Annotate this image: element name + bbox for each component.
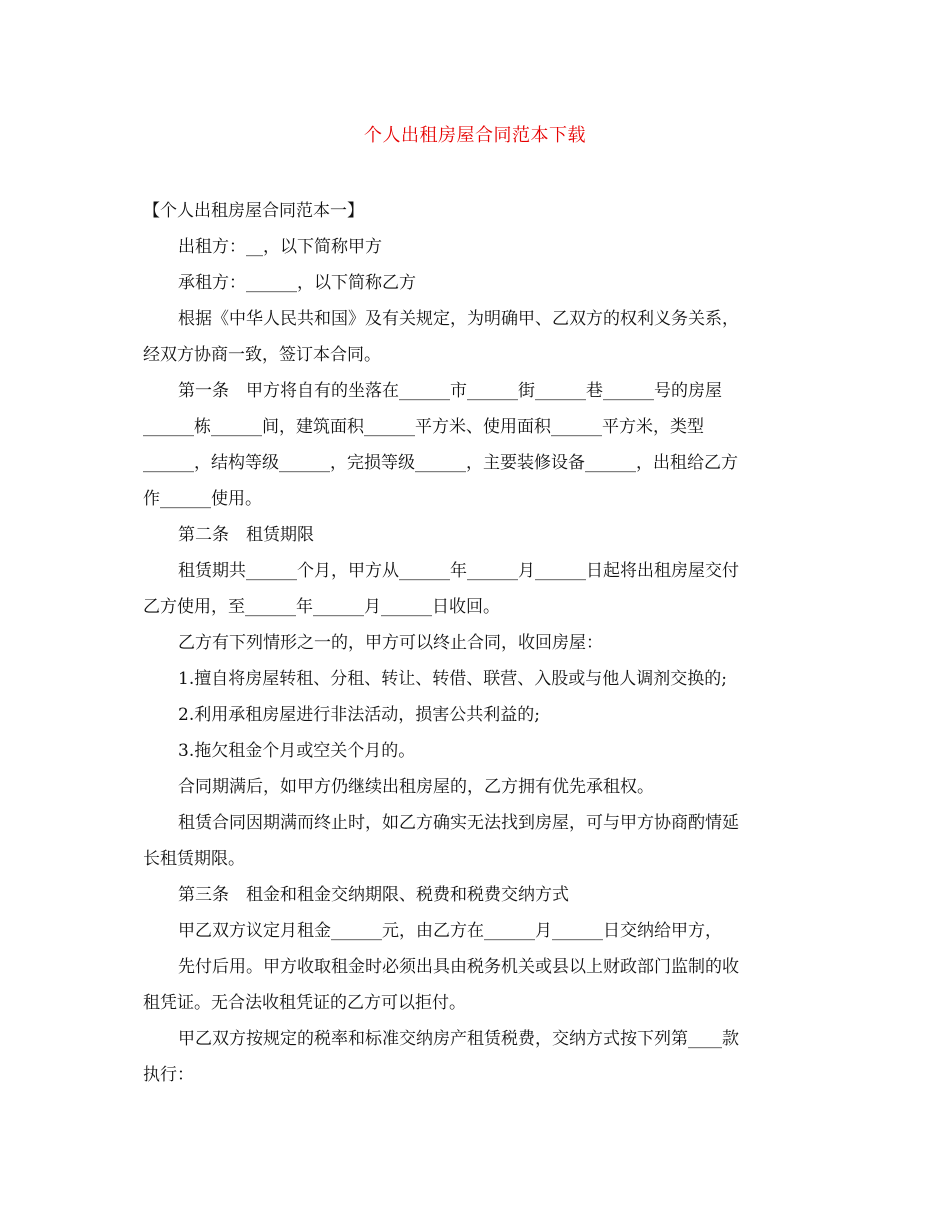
text-line: 出租方：__，以下简称甲方 [178,237,382,257]
text-line: 经双方协商一致，签订本合同。 [143,345,381,365]
text-line: 1.擅自将房屋转租、分租、转让、转借、联营、入股或与他人调剂交换的; [178,669,727,689]
text-line: 乙方有下列情形之一的，甲方可以终止合同，收回房屋： [178,633,603,653]
text-line: 租赁期共______个月，甲方从______年______月______日起将出租房屋交付 [178,561,739,581]
text-line: 承租方：______，以下简称乙方 [178,273,416,293]
text-line: 根据《中华人民共和国》及有关规定，为明确甲、乙双方的权利义务关系， [178,309,739,329]
text-line: 第三条 租金和租金交纳期限、税费和税费交纳方式 [178,885,569,905]
text-line: 2.利用承租房屋进行非法活动，损害公共利益的; [178,705,540,725]
text-line: 执行： [143,1065,194,1085]
text-line: 合同期满后，如甲方仍继续出租房屋的，乙方拥有优先承租权。 [178,777,654,797]
text-line: 甲乙双方议定月租金______元，由乙方在______月______日交纳给甲方， [178,921,722,941]
text-line: 租赁合同因期满而终止时，如乙方确实无法找到房屋，可与甲方协商酌情延 [178,813,739,833]
text-line: 租凭证。无合法收租凭证的乙方可以拒付。 [143,993,466,1013]
text-line: 作______使用。 [143,489,262,509]
document-body [143,193,803,1093]
text-line: 3.拖欠租金个月或空关个月的。 [178,741,416,761]
contract-text-lines [143,229,803,1093]
text-line: ______栋______间，建筑面积______平方米、使用面积______平方米，类型 [143,417,704,437]
text-line: ______，结构等级______，完损等级______，主要装修设备______，出租给乙方 [143,453,738,473]
text-line: 第一条 甲方将自有的坐落在______市______街______巷______号的房屋 [178,381,722,401]
text-line: 长租赁期限。 [143,849,245,869]
text-line: 先付后用。甲方收取租金时必须出具由税务机关或县以上财政部门监制的收 [178,957,739,977]
section-heading: 【个人出租房屋合同范本一】 [143,201,364,221]
document-title: 个人出租房屋合同范本下载 [364,125,586,146]
text-line: 乙方使用，至______年______月______日收回。 [143,597,500,617]
text-line: 第二条 租赁期限 [178,525,314,545]
text-line: 甲乙双方按规定的税率和标准交纳房产租赁税费，交纳方式按下列第____款 [178,1029,739,1049]
